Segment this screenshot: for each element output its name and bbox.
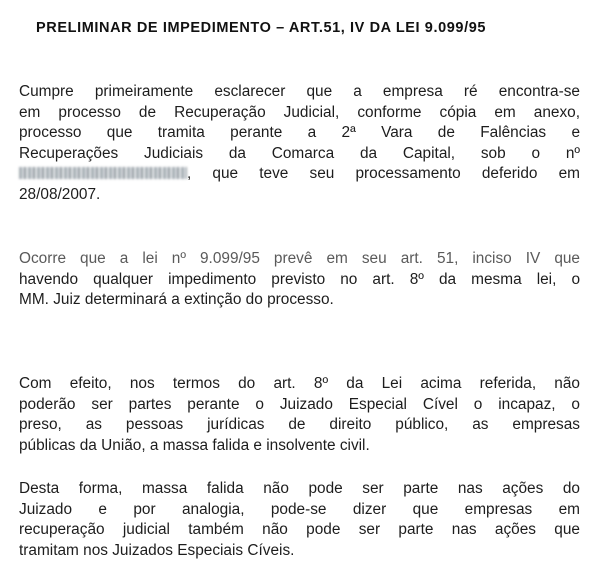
text-line: MM. Juiz determinará a extinção do processo. bbox=[19, 291, 334, 308]
text-line: públicas da União, a massa falida e insolvente civil. bbox=[19, 436, 370, 454]
text-line-with-redaction bbox=[19, 164, 580, 185]
text-line: processo que tramita perante a 2ª Vara de Falências e bbox=[19, 124, 580, 141]
text-line: Ocorre que a lei nº 9.099/95 prevê em seu art. 51, inciso IV que bbox=[19, 250, 580, 267]
paragraph-lei-9099 bbox=[19, 249, 580, 311]
text-line: preso, as pessoas jurídicas de direito público, as empresas bbox=[19, 416, 580, 433]
redacted-process-number bbox=[19, 167, 187, 179]
text-line: Com efeito, nos termos do art. 8º da Lei acima referida, não bbox=[19, 375, 580, 392]
text-line: havendo qualquer impedimento previsto no art. 8º da mesma lei, o bbox=[19, 270, 580, 288]
text-fragment: , que teve seu processamento deferido em bbox=[187, 165, 580, 182]
text-line: Juizado e por analogia, pode-se dizer que empresas em bbox=[19, 500, 580, 518]
paragraph-recuperacao-judicial bbox=[19, 82, 580, 205]
text-line: recuperação judicial também não pode ser parte nas ações que bbox=[19, 521, 580, 538]
text-line: em processo de Recuperação Judicial, conforme cópia em anexo, bbox=[19, 103, 580, 121]
text-line: tramitam nos Juizados Especiais Cíveis. bbox=[19, 541, 295, 559]
text-line: Recuperações Judiciais da Comarca da Capital, sob o nº bbox=[19, 144, 580, 162]
text-line: poderão ser partes perante o Juizado Especial Cível o incapaz, o bbox=[19, 395, 580, 413]
text-line: 28/08/2007. bbox=[19, 185, 101, 203]
paragraph-conclusao bbox=[19, 479, 580, 561]
text-line: Desta forma, massa falida não pode ser parte nas ações do bbox=[19, 480, 580, 497]
paragraph-art-8 bbox=[19, 374, 580, 456]
document-title: PRELIMINAR DE IMPEDIMENTO – ART.51, IV DA LEI 9.099/95 bbox=[36, 20, 487, 36]
text-line: Cumpre primeiramente esclarecer que a empresa ré encontra-se bbox=[19, 83, 580, 100]
